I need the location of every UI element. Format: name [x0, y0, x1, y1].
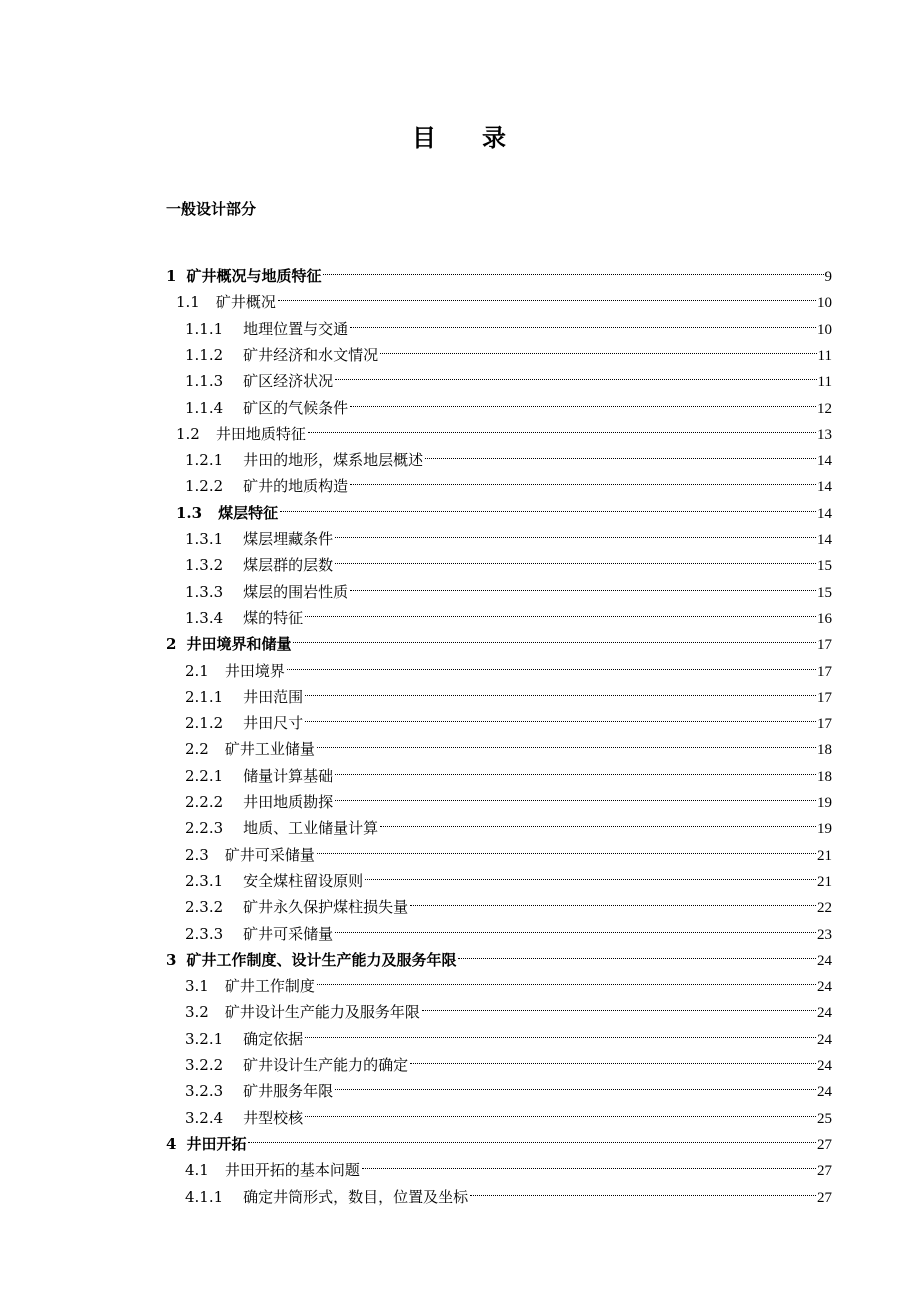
- toc-entry[interactable]: [185, 650, 832, 680]
- toc-entry-page: 11: [817, 347, 832, 364]
- dot-leader: [335, 913, 816, 939]
- toc-entry-number: 2: [166, 635, 177, 654]
- toc-entry-title: 矿井概况与地质特征: [186, 267, 322, 285]
- toc-entry-number: 3.2.3: [185, 1082, 224, 1101]
- toc-entry-number: 1.1: [176, 293, 200, 312]
- toc-entry-number: 3: [166, 950, 177, 969]
- dot-leader: [410, 1044, 816, 1070]
- toc-entry-title: 安全煤柱留设原则: [243, 871, 364, 890]
- dot-leader: [422, 991, 816, 1017]
- toc-entry-number: 1.3: [176, 503, 203, 522]
- toc-entry-number: 3.1: [185, 977, 209, 996]
- toc-entry-page: 10: [817, 295, 832, 312]
- toc-entry-title: 地理位置与交通: [243, 319, 349, 338]
- dot-leader: [335, 360, 816, 386]
- toc-entry[interactable]: [185, 886, 832, 917]
- toc-entry[interactable]: [185, 1097, 832, 1127]
- toc-entry-number: 2.3: [185, 845, 209, 864]
- toc-entry[interactable]: [185, 360, 832, 391]
- toc-entry-number: 4.1.1: [185, 1187, 224, 1206]
- toc-entry[interactable]: [185, 308, 832, 338]
- dot-leader: [287, 650, 816, 676]
- toc-entry-page: 10: [817, 321, 832, 338]
- toc-entry-number: 3.2.1: [185, 1029, 224, 1048]
- toc-entry-title: 矿区的气候条件: [243, 398, 349, 417]
- toc-entry-number: 2.2.3: [185, 819, 224, 838]
- toc-entry-number: 2.3.2: [185, 898, 224, 917]
- toc-entry[interactable]: [166, 255, 832, 285]
- dot-leader: [305, 1018, 816, 1044]
- toc-entry[interactable]: [185, 1044, 832, 1074]
- dot-leader: [335, 518, 816, 544]
- toc-entry-page: 18: [817, 768, 832, 785]
- toc-entry-page: 27: [817, 1136, 832, 1153]
- dot-leader: [335, 544, 816, 570]
- dot-leader: [248, 1123, 816, 1149]
- toc-entry[interactable]: [185, 1018, 832, 1048]
- toc-entry-number: 4: [166, 1134, 177, 1153]
- toc-entry-page: 16: [817, 610, 832, 627]
- dot-leader: [317, 834, 816, 860]
- dot-leader: [458, 939, 816, 965]
- toc-entry-number: 1.2: [176, 424, 200, 443]
- toc-entry-page: 22: [817, 900, 832, 917]
- toc-entry-page: 24: [817, 1058, 832, 1074]
- section-heading: 一般设计部分: [166, 200, 257, 218]
- toc-entry[interactable]: [185, 860, 832, 890]
- toc-entry-title: 矿井工业储量: [224, 740, 315, 759]
- dot-leader: [317, 728, 816, 754]
- toc-entry-number: 2.3.3: [185, 924, 224, 943]
- toc-entry-title: 井田地质特征: [215, 424, 306, 443]
- dot-leader: [293, 623, 816, 649]
- toc-entry[interactable]: [185, 702, 832, 733]
- toc-entry[interactable]: [176, 281, 832, 312]
- toc-entry-title: 储量计算基础: [243, 766, 334, 785]
- toc-entry-title: 井田的地形，煤系地层概述: [243, 451, 424, 470]
- toc-entry[interactable]: [176, 413, 832, 443]
- toc-entry[interactable]: [166, 939, 832, 969]
- toc-entry[interactable]: [185, 834, 832, 864]
- toc-entry-title: 井田开拓的基本问题: [224, 1161, 360, 1180]
- toc-entry-title: 矿井概况: [215, 293, 276, 312]
- toc-entry-title: 确定井筒形式，数目，位置及坐标: [243, 1187, 469, 1206]
- toc-entry[interactable]: [185, 387, 832, 417]
- toc-entry-title: 矿区经济状况: [243, 372, 334, 391]
- toc-entry-number: 1.1.3: [185, 372, 224, 391]
- dot-leader: [362, 1149, 816, 1175]
- toc-entry-number: 1.3.4: [185, 608, 224, 627]
- toc-entry-title: 煤层群的层数: [243, 556, 334, 575]
- toc-entry[interactable]: [185, 913, 832, 943]
- dot-leader: [278, 281, 816, 307]
- toc-entry-page: 13: [817, 426, 832, 443]
- toc-entry-title: 确定依据: [243, 1029, 304, 1048]
- toc-entry-number: 1.2.1: [185, 451, 224, 470]
- toc-entry[interactable]: [185, 1070, 832, 1101]
- toc-entry-number: 2.1.1: [185, 687, 224, 706]
- dot-leader: [350, 387, 816, 413]
- toc-entry-number: 1.1.2: [185, 345, 224, 364]
- toc-entry[interactable]: [185, 334, 832, 364]
- toc-entry-title: 井田尺寸: [243, 714, 304, 733]
- toc-entry-page: 14: [817, 505, 832, 522]
- dot-leader: [335, 781, 816, 807]
- toc-entry-title: 井田开拓: [186, 1134, 247, 1153]
- toc-entry[interactable]: [185, 965, 832, 996]
- toc-entry-number: 1.2.2: [185, 477, 224, 496]
- toc-entry-page: 14: [817, 532, 832, 548]
- toc-entry-page: 19: [817, 795, 832, 811]
- toc-entry-number: 1.3.3: [185, 582, 224, 601]
- toc-entry[interactable]: [166, 1123, 832, 1153]
- toc-entry-number: 2.2.1: [185, 766, 224, 785]
- dot-leader: [305, 597, 816, 623]
- toc-entry-page: 14: [817, 453, 832, 470]
- dot-leader: [380, 334, 816, 360]
- toc-entry-page: 9: [824, 269, 832, 285]
- dot-leader: [365, 860, 816, 886]
- toc-entry[interactable]: [185, 676, 832, 706]
- dot-leader: [350, 571, 816, 597]
- toc-entry-title: 煤的特征: [243, 608, 304, 627]
- toc-entry-title: 矿井的地质构造: [243, 477, 349, 496]
- page-title: [0, 118, 920, 153]
- toc-entry-number: 2.2.2: [185, 793, 224, 811]
- toc-entry-number: 1.1.4: [185, 398, 224, 417]
- toc-entry[interactable]: [185, 728, 832, 759]
- dot-leader: [335, 1070, 816, 1096]
- toc-entry-number: 2.3.1: [185, 871, 224, 890]
- toc-entry-page: 14: [817, 479, 832, 496]
- toc-entry-number: 3.2: [185, 1003, 209, 1022]
- toc-entry[interactable]: [185, 991, 832, 1022]
- toc-entry-page: 12: [817, 400, 832, 417]
- dot-leader: [308, 413, 816, 439]
- toc-entry-number: 1.3.2: [185, 556, 224, 575]
- dot-leader: [335, 755, 816, 781]
- toc-entry-page: 17: [817, 663, 832, 680]
- toc-entry-number: 1.3.1: [185, 530, 224, 548]
- toc-entry-title: 井田范围: [243, 687, 304, 706]
- dot-leader: [350, 308, 816, 334]
- dot-leader: [410, 886, 816, 912]
- toc-entry-title: 矿井永久保护煤柱损失量: [243, 898, 409, 917]
- toc-entry-title: 矿井工作制度: [224, 977, 315, 996]
- dot-leader: [305, 702, 816, 728]
- toc-entry-page: 17: [817, 689, 832, 706]
- dot-leader: [425, 439, 816, 465]
- toc-entry-page: 21: [817, 873, 832, 890]
- dot-leader: [280, 492, 816, 518]
- toc-entry[interactable]: [185, 781, 832, 811]
- toc-entry-title: 煤层埋藏条件: [243, 530, 334, 548]
- toc-entry-page: 24: [817, 952, 832, 969]
- toc-entry-page: 25: [817, 1110, 832, 1127]
- toc-entry-page: 24: [817, 979, 832, 996]
- toc-entry-number: 1.1.1: [185, 319, 224, 338]
- toc-entry[interactable]: [185, 755, 832, 785]
- toc-entry[interactable]: [185, 544, 832, 575]
- toc-entry-title: 井田地质勘探: [243, 793, 334, 811]
- toc-entry-title: 矿井可采储量: [243, 924, 334, 943]
- toc-entry-page: 17: [817, 716, 832, 733]
- toc-entry[interactable]: [185, 465, 832, 496]
- toc-entry-title: 矿井设计生产能力的确定: [243, 1056, 409, 1074]
- toc-entry-number: 2.1: [185, 661, 209, 680]
- toc-entry-title: 煤层特征: [218, 503, 279, 522]
- toc-entry-page: 23: [817, 926, 832, 943]
- toc-entry[interactable]: [185, 807, 832, 838]
- toc-entry-page: 19: [817, 821, 832, 838]
- toc-entry-page: 17: [817, 637, 832, 654]
- dot-leader: [350, 465, 816, 491]
- toc-entry-title: 井型校核: [243, 1108, 304, 1127]
- page-title-left: 目: [412, 124, 438, 152]
- dot-leader: [305, 1097, 816, 1123]
- toc-entry-page: 15: [817, 584, 832, 601]
- toc-entry-title: 矿井工作制度、设计生产能力及服务年限: [186, 950, 457, 969]
- toc-entry-page: 24: [817, 1031, 832, 1048]
- toc-entry-number: 3.2.4: [185, 1108, 224, 1127]
- toc-entry-page: 18: [817, 742, 832, 759]
- toc-entry-title: 地质、工业储量计算: [243, 819, 379, 838]
- dot-leader: [305, 676, 816, 702]
- toc-entry[interactable]: [185, 518, 832, 548]
- toc-entry-page: 27: [817, 1189, 832, 1206]
- toc-entry-number: 1: [166, 267, 177, 285]
- toc-entry-title: 井田境界: [224, 661, 285, 680]
- toc-entry[interactable]: [176, 492, 832, 522]
- dot-leader: [317, 965, 816, 991]
- toc-entry-title: 矿井服务年限: [243, 1082, 334, 1101]
- toc-entry-page: 21: [817, 847, 832, 864]
- toc-entry[interactable]: [185, 571, 832, 601]
- toc-entry[interactable]: [185, 439, 832, 470]
- toc-entry-page: 27: [817, 1163, 832, 1180]
- page-title-right: 录: [482, 124, 508, 152]
- toc-entry-title: 煤层的围岩性质: [243, 582, 349, 601]
- toc-entry-page: 24: [817, 1084, 832, 1101]
- toc-entry-title: 矿井设计生产能力及服务年限: [224, 1003, 420, 1022]
- toc-entry-page: 11: [817, 374, 832, 391]
- toc-entry-title: 矿井经济和水文情况: [243, 345, 379, 364]
- dot-leader: [470, 1176, 816, 1202]
- dot-leader: [380, 807, 816, 833]
- toc-entry-number: 2.1.2: [185, 714, 224, 733]
- toc-entry-number: 2.2: [185, 740, 209, 759]
- toc-entry[interactable]: [185, 597, 832, 627]
- toc-entry[interactable]: [166, 623, 832, 654]
- toc-entry-page: 15: [817, 558, 832, 575]
- toc-entry-page: 24: [817, 1005, 832, 1022]
- toc-entry-number: 3.2.2: [185, 1056, 224, 1074]
- toc-entry-title: 矿井可采储量: [224, 845, 315, 864]
- toc-entry-number: 4.1: [185, 1161, 209, 1180]
- toc-entry[interactable]: [185, 1176, 832, 1206]
- dot-leader: [323, 255, 823, 281]
- toc-entry-title: 井田境界和储量: [186, 635, 292, 654]
- toc-entry[interactable]: [185, 1149, 832, 1180]
